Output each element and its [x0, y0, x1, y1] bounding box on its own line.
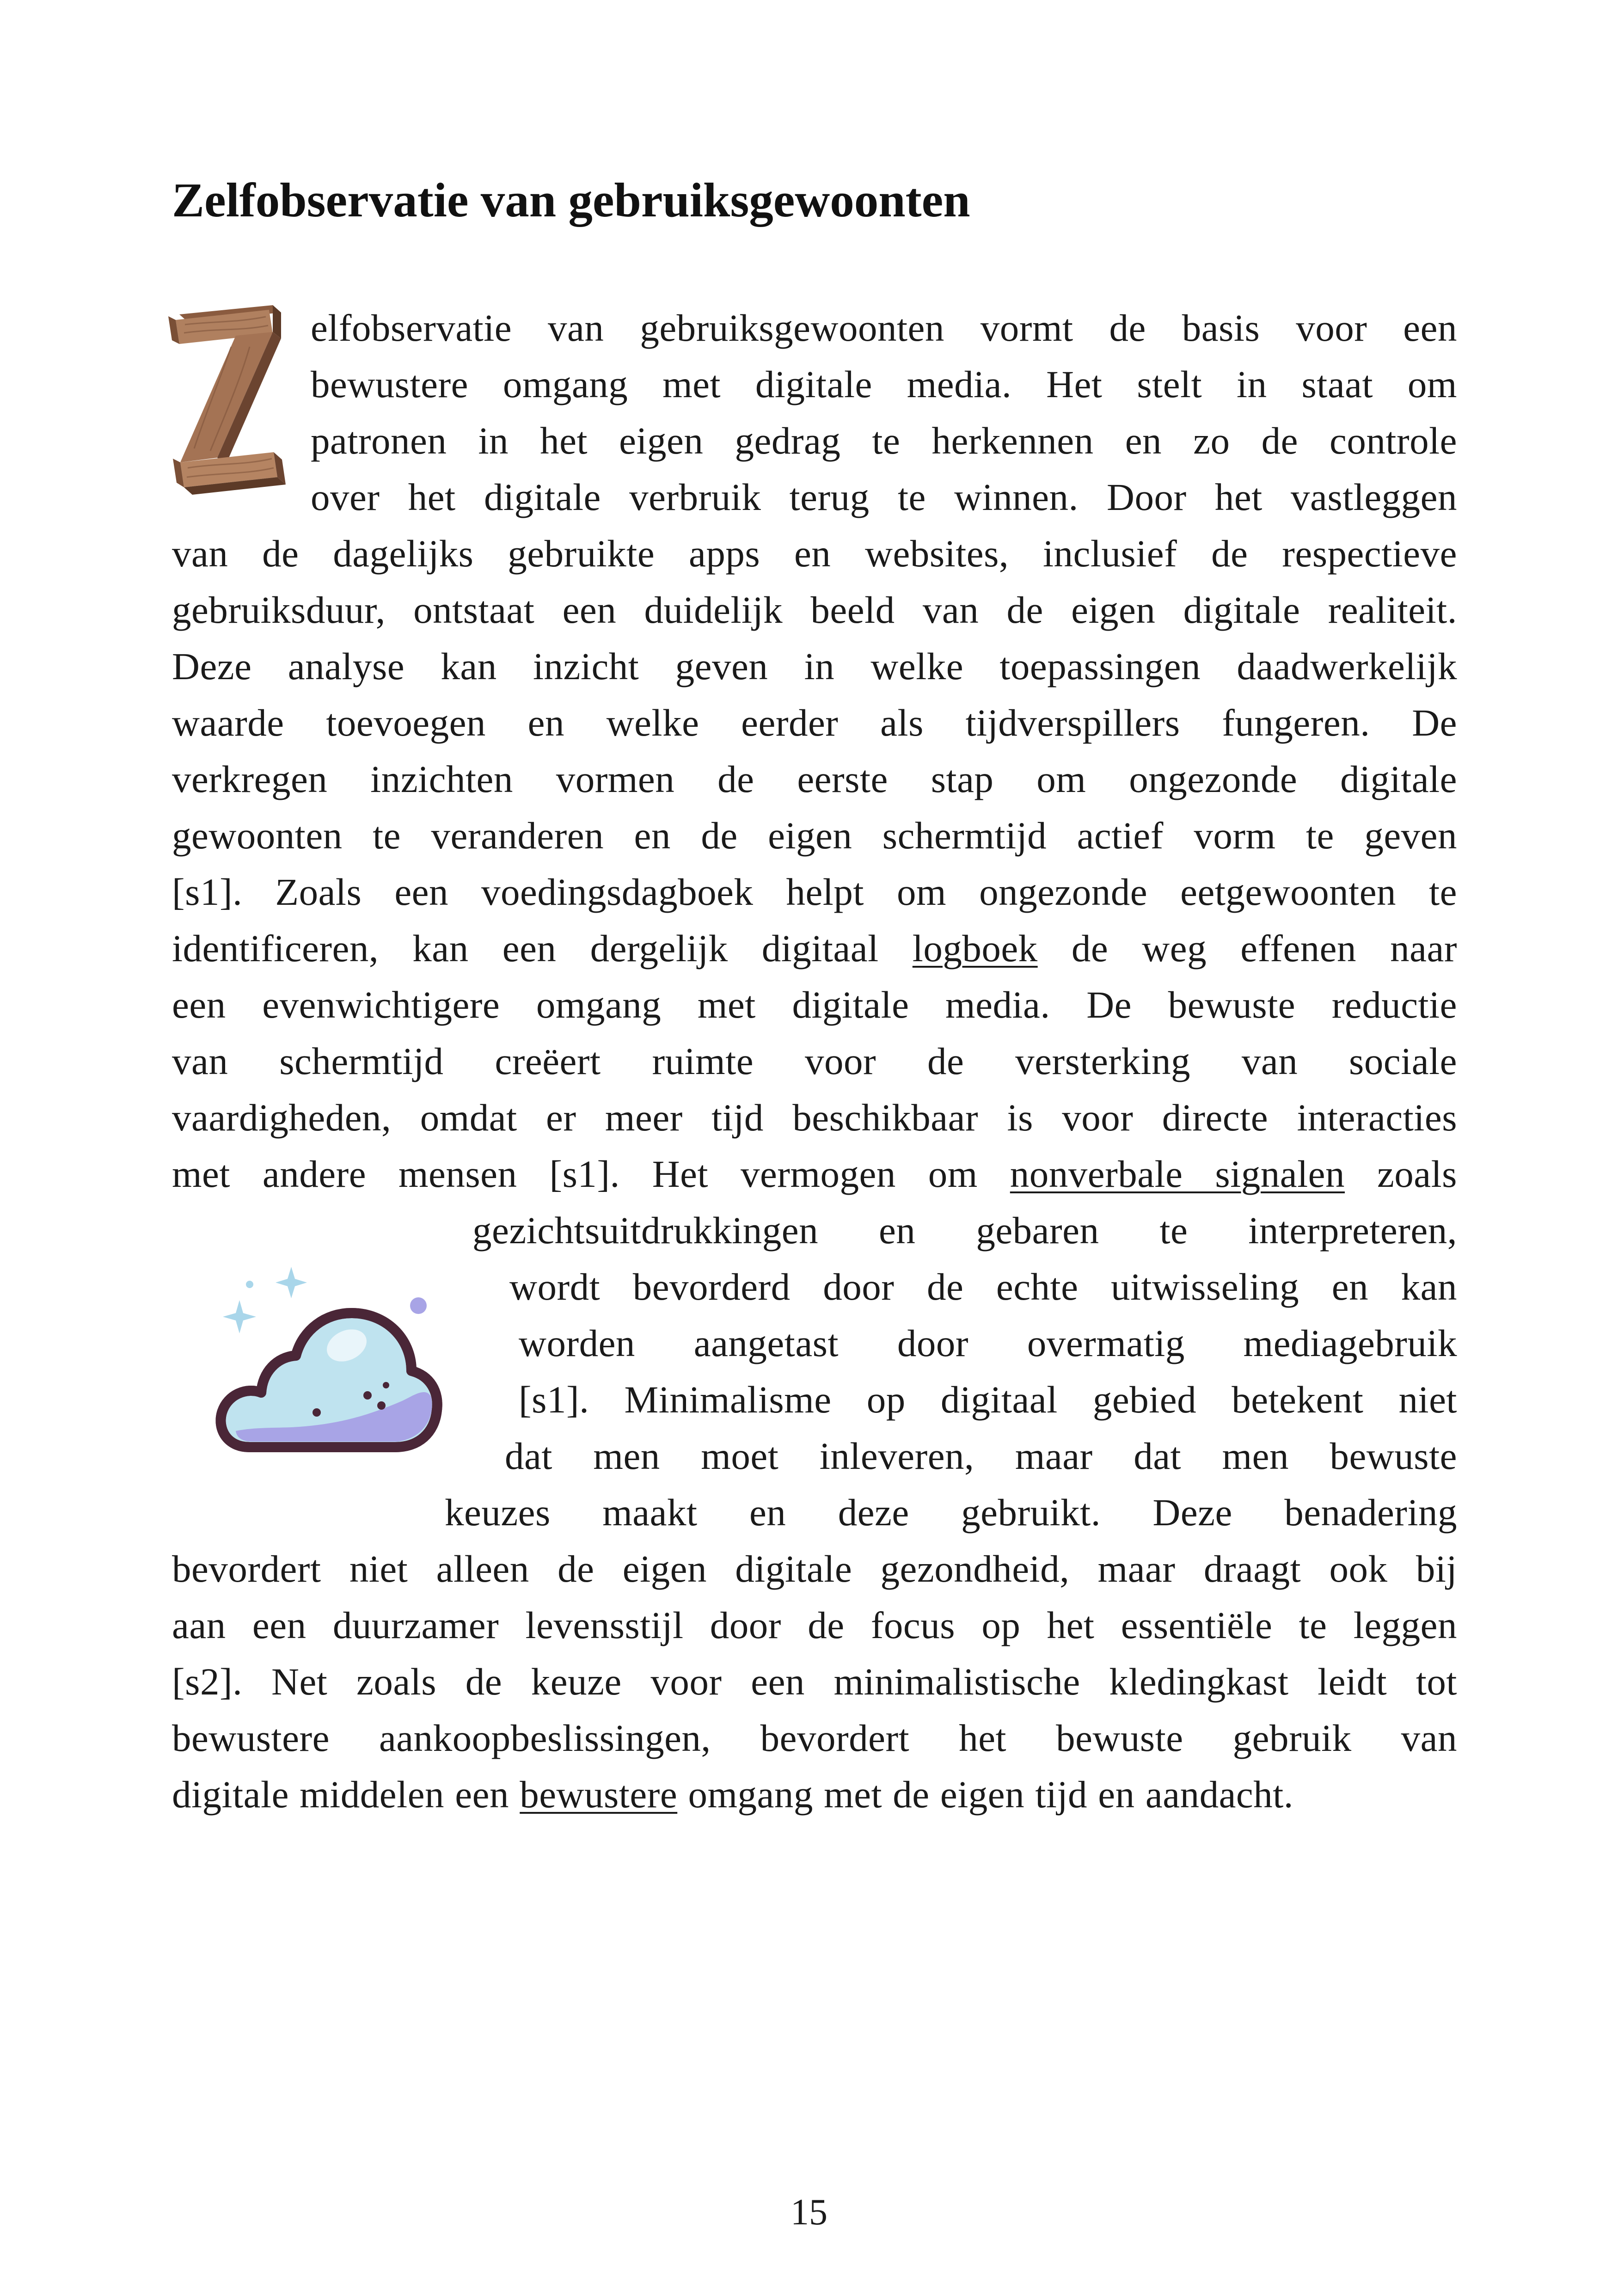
text-line: dat men moet inleveren, maar dat men bewuste [505, 1435, 1457, 1477]
text-line: waarde toevoegen en welke eerder als tijdverspillers fungeren. De [172, 701, 1457, 744]
text-line: patronen in het eigen gedrag te herkennen en zo de controle [311, 419, 1457, 462]
text-line: gewoonten te veranderen en de eigen schermtijd actief vorm te geven [172, 814, 1457, 857]
text-line: bevordert niet alleen de eigen digitale gezondheid, maar draagt ook bij [172, 1547, 1457, 1590]
logboek-link[interactable]: logboek [912, 927, 1038, 970]
text-line [172, 920, 1457, 976]
text-line: worden aangetast door overmatig mediagebruik [519, 1322, 1457, 1364]
text-line: keuzes maakt en deze gebruikt. Deze benadering [445, 1491, 1457, 1534]
text-line: van schermtijd creëert ruimte voor de versterking van sociale [172, 1040, 1457, 1082]
section-heading: Zelfobservatie van gebruiksgewoonten [172, 173, 970, 227]
cloud-with-sparkles-icon [208, 1248, 448, 1461]
text-fragment: identificeren, kan een dergelijk digitaal [172, 927, 913, 970]
text-line: Deze analyse kan inzicht geven in welke toepassingen daadwerkelijk [172, 645, 1457, 688]
text-fragment: digitale middelen een [172, 1773, 520, 1816]
page-number: 15 [791, 2192, 827, 2233]
text-line: [s2]. Net zoals de keuze voor een minimalistische kledingkast leidt tot [172, 1660, 1457, 1703]
text-fragment: met andere mensen [s1]. Het vermogen om [172, 1153, 1010, 1195]
text-fragment: omgang met de eigen tijd en aandacht. [677, 1773, 1294, 1816]
bewustere-link[interactable]: bewustere [520, 1773, 678, 1816]
text-line: gebruiksduur, ontstaat een duidelijk beeld van de eigen digitale realiteit. [172, 589, 1457, 631]
text-line: [s1]. Minimalisme op digitaal gebied betekent niet [519, 1378, 1457, 1421]
text-line: bewustere aankoopbeslissingen, bevordert het bewuste gebruik van [172, 1717, 1457, 1759]
text-line [172, 1146, 1457, 1202]
text-line: elfobservatie van gebruiksgewoonten vormt de basis voor een [311, 307, 1457, 349]
text-fragment: de weg effenen naar [1037, 927, 1457, 970]
text-line: gezichtsuitdrukkingen en gebaren te interpreteren, [472, 1209, 1457, 1252]
text-line: vaardigheden, omdat er meer tijd beschikbaar is voor directe interacties [172, 1096, 1457, 1139]
nonverbale-signalen-link[interactable]: nonverbale signalen [1010, 1153, 1345, 1195]
text-line: wordt bevorderd door de echte uitwisseling en kan [509, 1265, 1457, 1308]
text-fragment: zoals [1345, 1153, 1457, 1195]
text-line: verkregen inzichten vormen de eerste stap om ongezonde digitale [172, 758, 1457, 800]
text-line: een evenwichtigere omgang met digitale media. De bewuste reductie [172, 983, 1457, 1026]
text-line: over het digitale verbruik terug te winnen. Door het vastleggen [311, 476, 1457, 518]
text-line: [s1]. Zoals een voedingsdagboek helpt om ongezonde eetgewoonten te [172, 871, 1457, 913]
text-line [172, 1766, 1457, 1823]
text-line: van de dagelijks gebruikte apps en websites, inclusief de respectieve [172, 532, 1457, 575]
body-paragraph [172, 300, 1457, 1823]
text-line: bewustere omgang met digitale media. Het stelt in staat om [311, 363, 1457, 405]
text-line: aan een duurzamer levensstijl door de focus op het essentiële te leggen [172, 1604, 1457, 1646]
